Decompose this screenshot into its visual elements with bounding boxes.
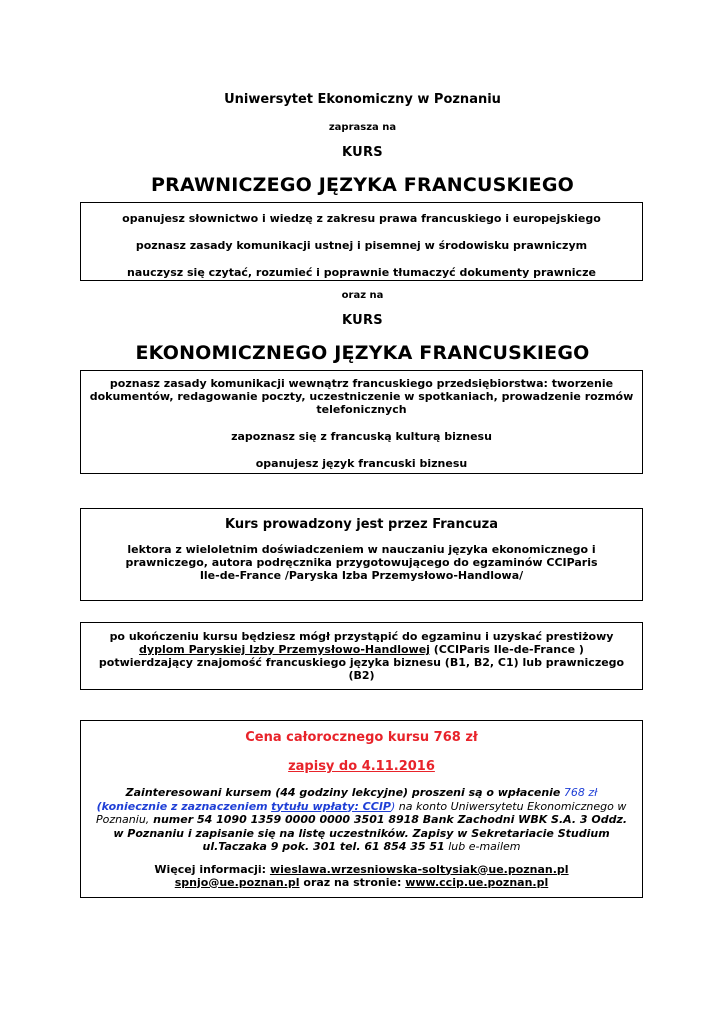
legal-item-2: poznasz zasady komunikacji ustnej i pisemnej w środowisku prawniczym (135, 239, 588, 252)
economic-item-1: poznasz zasady komunikacji wewnątrz francuskiego przedsiębiorstwa: tworzenie dokumentów, redagowanie poczty, uczestniczenie w spotkaniach, prowadzenie rozmów telefonicznych (89, 377, 634, 416)
course-word-2: KURS (342, 313, 383, 328)
exam-line-2 (91, 643, 632, 656)
price-box (80, 720, 643, 898)
economic-item-2: zapoznasz się z francuską kulturą biznesu (231, 430, 492, 443)
exam-box (80, 622, 643, 690)
info-label: Więcej informacji: (154, 862, 267, 876)
email-link-1[interactable]: wieslawa.wrzesniowska-soltysiak@ue.poznan.pl (269, 862, 569, 876)
info-line-1 (91, 863, 632, 876)
teacher-title: Kurs prowadzony jest przez Francuza (225, 517, 498, 532)
exam-line-3: potwierdzający znajomość francuskiego języka biznesu (B1, B2, C1) lub prawniczego (B2) (98, 656, 625, 682)
website-label: oraz na stronie: (303, 875, 402, 889)
teacher-description: lektora z wieloletnim doświadczeniem w nauczaniu języka ekonomicznego i prawniczego, autora podręcznika przygotowującego do egzaminów CCIParis Ile-de-France /Paryska Izba Przemysłowo-Handlowa/ (125, 543, 598, 582)
exam-line-1: po ukończeniu kursu będziesz mógł przystąpić do egzaminu i uzyskać prestiżowy (109, 630, 614, 643)
payment-note: (koniecznie z zaznaczeniem (96, 799, 268, 813)
payment-amount: 768 zł (563, 786, 598, 799)
university-name: Uniwersytet Ekonomiczny w Poznaniu (224, 92, 501, 107)
payment-account-intro: na konto Uniwersytetu Ekonomicznego w Poznaniu, (95, 799, 627, 826)
deadline-text: zapisy do 4.11.2016 (288, 759, 435, 774)
website-link[interactable]: www.ccip.ue.poznan.pl (405, 875, 549, 889)
exam-line-2-rest: (CCIParis Ile-de-France ) (429, 643, 584, 656)
payment-title: tytułu wpłaty: CCIP (271, 799, 391, 813)
legal-item-1: opanujesz słownictwo i wiedzę z zakresu prawa francuskiego i europejskiego (122, 212, 601, 225)
invites-text: zaprasza na (328, 122, 397, 133)
payment-p1: Zainteresowani kursem (44 godziny lekcyjne) proszeni są o wpłacenie (125, 786, 561, 799)
info-line-2 (91, 876, 632, 889)
teacher-box (80, 508, 643, 601)
payment-paragraph (91, 786, 632, 854)
legal-course-box (80, 202, 643, 281)
payment-email-note: lub e-mailem (444, 840, 521, 853)
economic-item-3: opanujesz język francuski biznesu (255, 457, 468, 470)
course-word-1: KURS (342, 145, 383, 160)
economic-course-box (80, 370, 643, 474)
legal-item-3: nauczysz się czytać, rozumieć i poprawnie tłumaczyć dokumenty prawnicze (127, 266, 596, 279)
course-title-legal: PRAWNICZEGO JĘZYKA FRANCUSKIEGO (150, 174, 574, 196)
and-text: oraz na (341, 290, 384, 301)
price-text: Cena całorocznego kursu 768 zł (245, 730, 478, 745)
payment-account-details: numer 54 1090 1359 0000 0000 3501 8918 Bank Zachodni WBK S.A. 3 Oddz. w Poznaniu i zapisanie się na listę uczestników. Zapisy w Sekretariacie Studium ul.Taczaka 9 pok. 301 tel. 61 854 35 51 (113, 813, 628, 853)
email-link-2[interactable]: spnjo@ue.poznan.pl (174, 875, 300, 889)
payment-close: ) (391, 799, 396, 813)
course-title-economic: EKONOMICZNEGO JĘZYKA FRANCUSKIEGO (135, 342, 590, 364)
diploma-link[interactable]: dyplom Paryskiej Izby Przemysłowo-Handlowej (139, 643, 430, 656)
